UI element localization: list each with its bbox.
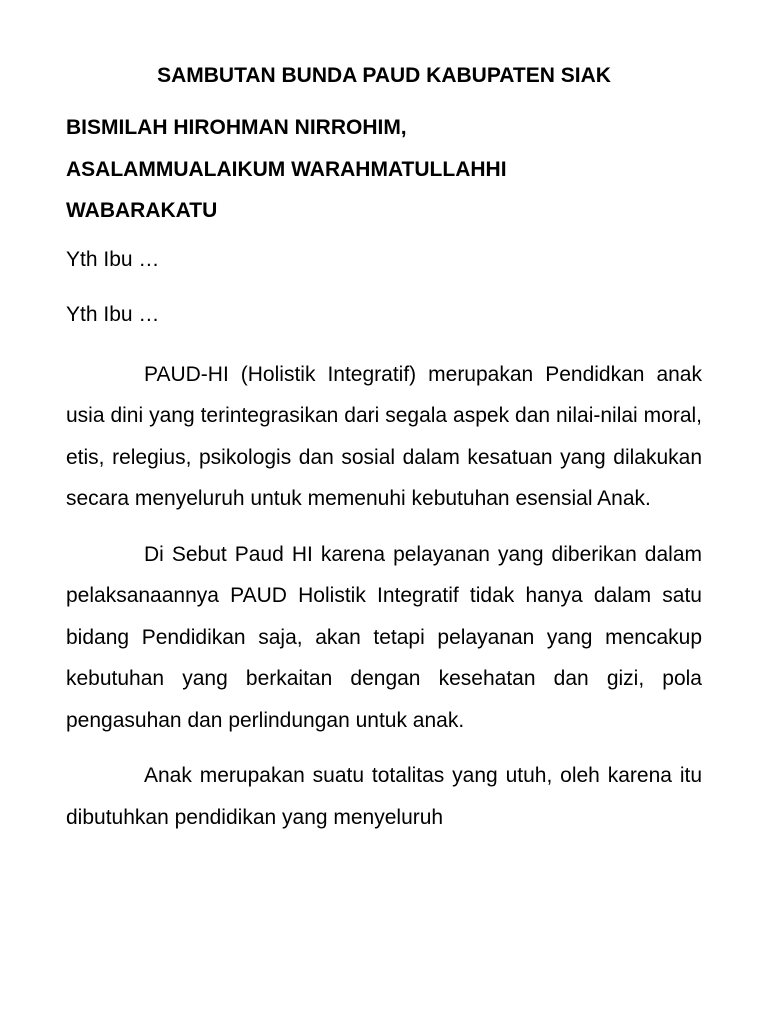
body-paragraph: PAUD-HI (Holistik Integratif) merupakan Pendidkan anak usia dini yang terintegrasikan dari segala aspek dan nilai-nilai moral, etis, relegius, psikologis dan sosial dalam kesatuan yang dilakukan secara menyeluruh untuk memenuhi kebutuhan esensial Anak. xyxy=(66,362,702,510)
opening-greeting xyxy=(66,107,702,232)
document-title: SAMBUTAN BUNDA PAUD KABUPATEN SIAK xyxy=(157,64,611,87)
greeting-line: BISMILAH HIROHMAN NIRROHIM, xyxy=(66,116,407,139)
greeting-line: WABARAKATU xyxy=(66,199,218,222)
document-page xyxy=(66,60,702,852)
body-paragraph: Anak merupakan suatu totalitas yang utuh, oleh karena itu dibutuhkan pendidikan yang menyeluruh xyxy=(66,764,702,829)
body-paragraph: Di Sebut Paud HI karena pelayanan yang diberikan dalam pelaksanaannya PAUD Holistik Integratif tidak hanya dalam satu bidang Pendidikan saja, akan tetapi pelayanan yang mencakup kebutuhan yang berkaitan dengan kesehatan dan gizi, pola pengasuhan dan perlindungan untuk anak. xyxy=(66,542,702,732)
greeting-line: ASALAMMUALAIKUM WARAHMATULLAHHI xyxy=(66,157,507,181)
addressee-line: Yth Ibu … xyxy=(66,302,160,326)
addressee-line: Yth Ibu … xyxy=(66,247,160,271)
